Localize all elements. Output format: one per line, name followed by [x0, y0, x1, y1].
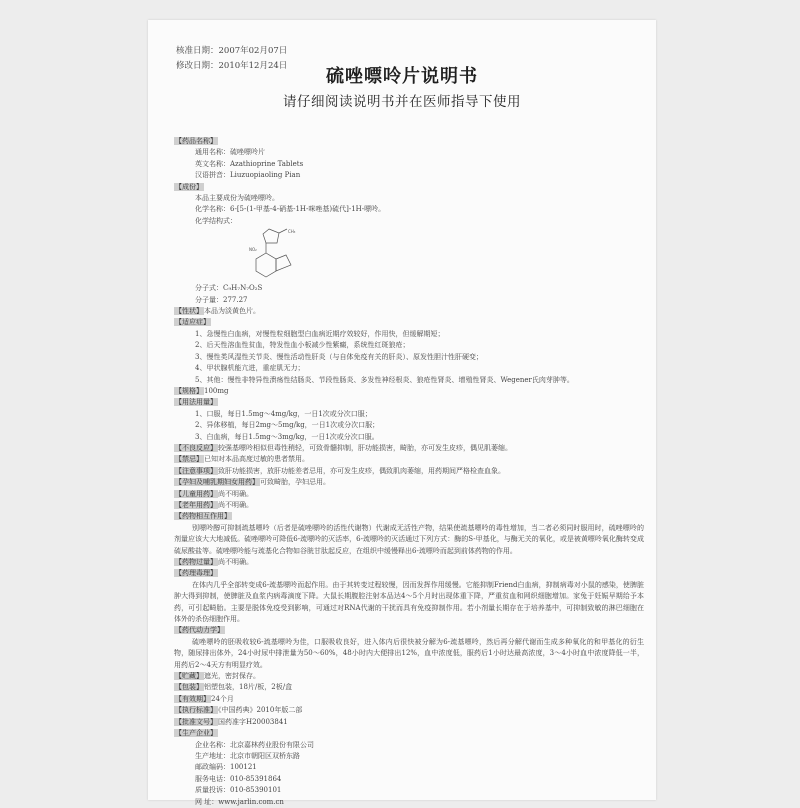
- section-validity: [174, 694, 644, 705]
- section-precautions: [174, 466, 644, 477]
- section-standard: [174, 705, 644, 716]
- section-adverse: [174, 443, 644, 454]
- section-overdose: [174, 557, 644, 568]
- section-interactions: [174, 511, 644, 522]
- indication-item: 5、其他：慢性非特异性溃疡性结肠炎、节段性肠炎、多发性神经根炎、狼疮性肾炎、增殖性肾炎、Wegener氏肉芽肿等。: [195, 375, 574, 384]
- dosage-item: 2、异体移植，每日2mg～5mg/kg，一日1次或分次口服；: [195, 421, 380, 430]
- section-indications: [174, 317, 644, 328]
- package-text: 铝塑包装，18片/板，2板/盒: [204, 683, 293, 692]
- section-header: 【药理毒理】: [175, 569, 217, 578]
- section-elderly: [174, 500, 644, 511]
- section-header: 【药品名称】: [175, 137, 217, 145]
- elderly-text: 尚不明确。: [218, 500, 253, 509]
- section-header: 【老年用药】: [175, 500, 217, 509]
- dosage-item: 1、口服，每日1.5mg～4mg/kg，一日1次或分次口服；: [195, 409, 372, 418]
- section-header: 【生产企业】: [175, 729, 217, 738]
- service-phone: 服务电话：010-85391864: [195, 774, 282, 783]
- company-address: 生产地址：北京市朝阳区双桥东路: [195, 751, 300, 760]
- pediatric-text: 尚不明确。: [218, 489, 253, 498]
- storage-text: 遮光，密封保存。: [204, 672, 260, 681]
- section-header: 【药物相互作用】: [175, 512, 231, 521]
- section-header: 【执行标准】: [175, 706, 217, 715]
- approval-date: 核准日期：2007年02月07日: [176, 46, 288, 56]
- section-dosage: [174, 397, 644, 408]
- section-pharmacology: [174, 568, 644, 579]
- molecular-formula: 分子式：C₉H₇N₇O₂S: [195, 284, 263, 293]
- section-header: 【用法用量】: [175, 398, 217, 407]
- nitro-label: NO₂: [249, 247, 257, 253]
- generic-name: 通用名称：硫唑嘌呤片: [195, 148, 265, 157]
- indication-item: 3、慢性类风湿性关节炎、慢性活动性肝炎（与自体免疫有关的肝炎）、原发性胆汁性肝硬变；: [195, 352, 483, 361]
- indication-item: 4、甲状腺机能亢进，重症肌无力；: [195, 364, 305, 373]
- quality-phone: 质量投诉：010-85390101: [195, 786, 282, 795]
- section-header: 【性状】: [175, 307, 203, 316]
- revision-date: 修改日期：2010年12月24日: [176, 61, 288, 71]
- section-header: 【包装】: [175, 683, 203, 692]
- section-header: 【适应症】: [175, 318, 210, 327]
- section-package: [174, 682, 644, 693]
- validity-text: 24个月: [211, 694, 234, 703]
- section-approval-number: [174, 717, 644, 728]
- section-pharmacokinetics: [174, 625, 644, 636]
- section-header: 【有效期】: [175, 694, 210, 703]
- postal-code: 邮政编码：100121: [195, 763, 257, 772]
- company-name: 企业名称：北京嘉林药业股份有限公司: [195, 740, 314, 749]
- overdose-text: 尚不明确。: [218, 558, 253, 566]
- main-ingredient: 本品主要成份为硫唑嘌呤。: [195, 194, 279, 203]
- section-header: 【儿童用药】: [175, 489, 217, 498]
- section-appearance: [174, 306, 644, 317]
- section-header: 【贮藏】: [175, 672, 203, 681]
- indication-item: 1、急慢性白血病，对慢性粒细胞型白血病近期疗效较好，作用快，但缓解期短；: [195, 329, 445, 338]
- adverse-text: 较强基嘌呤相似但毒性稍轻，可致骨髓抑制，肝功能损害，畸胎，亦可发生皮疹，偶见肌萎缩。: [218, 443, 512, 452]
- section-ingredients: [174, 182, 644, 193]
- contraindications-text: 已知对本品高度过敏的患者禁用。: [204, 455, 309, 464]
- section-header: 【孕妇及哺乳期妇女用药】: [175, 478, 259, 487]
- indication-item: 2、后天性溶血性贫血，特发性血小板减少性紫癜，系统性红斑狼疮；: [195, 341, 410, 350]
- standard-text: 《中国药典》2010年版二部: [218, 706, 303, 715]
- chemical-structure: [174, 227, 644, 283]
- company-website: 网 址：www.jarlin.com.cn: [195, 797, 284, 806]
- section-drug-name: [174, 136, 644, 147]
- pregnancy-text: 可致畸胎，孕妇忌用。: [260, 478, 330, 487]
- leaflet-subtitle: 请仔细阅读说明书并在医师指导下使用: [283, 94, 521, 110]
- section-header: 【不良反应】: [175, 443, 217, 452]
- pharmacology-text: 在体内几乎全部转变成6-巯基嘌呤而起作用。由于其转变过程较慢，因而发挥作用缓慢。它能抑制Friend白血病，抑制病毒对小鼠的感染，使脾脏肿大得到抑制，使脾脏及血浆内病毒滴度下降。大鼠长期腹腔注射本品达4～5个月时出现体重下降，严重贫血和网织细胞增加。家兔于妊娠早期给予本药，可引起畸胎。主要是脱体免疫受到影响，可通过对RNA代谢的干扰而具有免疫抑制作用。若小剂量长期存在于培养基中，可抑制致敏的淋巴细胞在体外的杀伤细胞作用。: [174, 580, 644, 624]
- dosage-item: 3、白血病，每日1.5mg～3mg/kg，一日1次或分次口服。: [195, 432, 379, 441]
- section-pregnancy: [174, 477, 644, 488]
- structure-diagram: [249, 227, 339, 283]
- structure-label: 化学结构式：: [195, 216, 237, 225]
- methyl-label: CH₃: [288, 229, 296, 235]
- section-manufacturer: [174, 728, 644, 739]
- section-header: 【注意事项】: [175, 466, 217, 475]
- section-contraindications: [174, 454, 644, 465]
- section-header: 【药物过量】: [175, 558, 217, 566]
- section-pediatric: [174, 489, 644, 500]
- molecular-weight: 分子量：277.27: [195, 295, 248, 304]
- leaflet-sheet: [148, 20, 656, 806]
- chemical-name: 化学名称：6-[5-(1-甲基-4-硝基-1H-咪唑基)硫代]-1H-嘌呤。: [195, 205, 386, 214]
- section-header: 【成份】: [175, 182, 203, 191]
- section-header: 【药代动力学】: [175, 626, 224, 635]
- section-storage: [174, 671, 644, 682]
- section-header: 【批准文号】: [175, 717, 217, 726]
- english-name: 英文名称：Azathioprine Tablets: [195, 159, 304, 168]
- specification-text: 100mg: [204, 386, 229, 395]
- leaflet-title: 硫唑嘌呤片说明书: [326, 66, 478, 87]
- appearance-text: 本品为淡黄色片。: [204, 307, 260, 316]
- pinyin-name: 汉语拼音：Liuzuopiaoling Pian: [195, 171, 301, 180]
- section-header: 【禁忌】: [175, 455, 203, 464]
- leaflet-content: [174, 136, 644, 808]
- approval-number-text: 国药准字H20003841: [218, 717, 288, 726]
- pharmacokinetics-text: 硫唑嘌呤的胚吸收较6-巯基嘌呤为佳，口服吸收良好，进入体内后很快被分解为6-巯基嘌呤，然后再分解代谢而生成多种氧化的和甲基化的衍生物，随尿排出体外，24小时尿中排泄量为50～60%，48小时内大便排出12%，血中浓度低，服药后1小时达最高浓度，3～4小时血中浓度降低一半，用药后2～4天方有明显疗效。: [174, 637, 644, 669]
- interactions-text: 别嘌呤醇可抑制巯基嘌呤（后者是硫唑嘌呤的活性代谢物）代谢成无活性产物，结果使巯基嘌呤的毒性增加，当二者必须同时服用时，硫唑嘌呤的剂量应该大大地减低。硫唑嘌呤可降低6-巯嘌呤的灭活率，6-巯嘌呤的灭活通过下列方式：酶的S-甲基化，与酶无关的氧化，或是被黄嘌呤氧化酶转变成硫尿酸盐等。硫唑嘌呤能与巯基化合物如谷胱甘肽起反应，在组织中缓慢释出6-巯嘌呤而起到前体药物的作用。: [174, 523, 644, 555]
- section-specification: [174, 386, 644, 397]
- section-header: 【规格】: [175, 386, 203, 395]
- precautions-text: 致肝功能损害，放肝功能差者忌用，亦可发生皮疹，偶致肌肉萎缩，用药期间严格检查血象。: [218, 466, 505, 475]
